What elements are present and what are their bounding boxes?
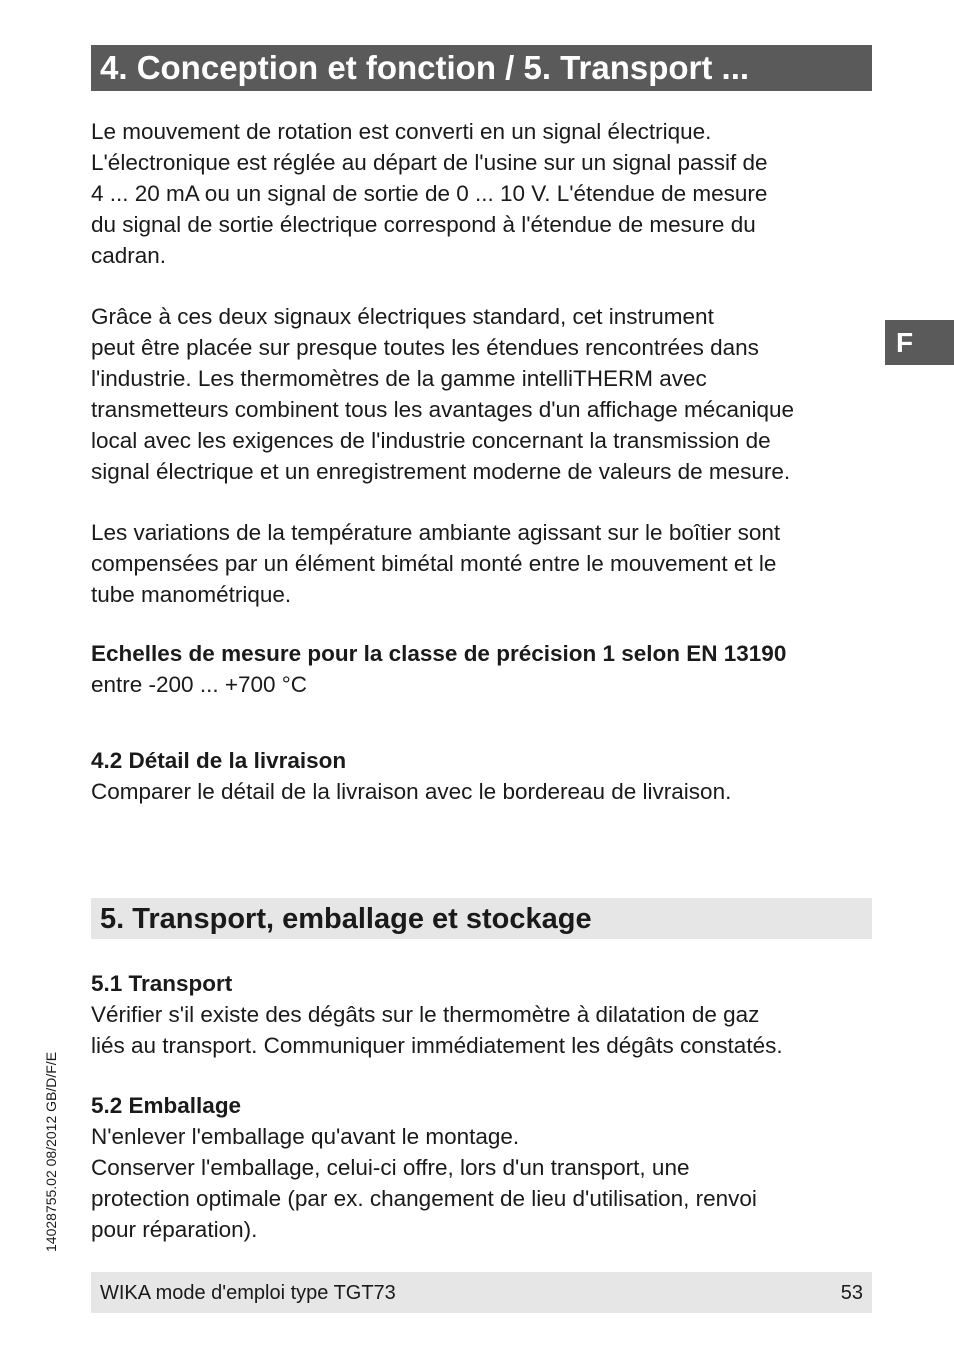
intro-paragraph-3 <box>91 517 881 610</box>
page-footer <box>91 1272 872 1313</box>
text-line: transmetteurs combinent tous les avantages d'un affichage mécanique <box>91 397 795 422</box>
text-line: L'électronique est réglée au départ de l'usine sur un signal passif de <box>91 150 768 175</box>
scales-heading: Echelles de mesure pour la classe de précision 1 selon EN 13190 <box>91 641 787 666</box>
scales-range: entre -200 ... +700 °C <box>91 672 308 697</box>
text-line: Le mouvement de rotation est converti en un signal électrique. <box>91 119 712 144</box>
text-line: signal électrique et un enregistrement moderne de valeurs de mesure. <box>91 459 791 484</box>
delivery-text: Comparer le détail de la livraison avec le bordereau de livraison. <box>91 779 732 804</box>
text-line: pour réparation). <box>91 1217 258 1242</box>
text-line: compensées par un élément bimétal monté entre le mouvement et le <box>91 551 777 576</box>
language-tab: F <box>885 320 954 365</box>
intro-paragraph-1 <box>91 116 881 271</box>
packaging-section <box>91 1090 881 1245</box>
text-line: N'enlever l'emballage qu'avant le montage. <box>91 1124 520 1149</box>
text-line: peut être placée sur presque toutes les étendues rencontrées dans <box>91 335 759 360</box>
section-5-title: 5. Transport, emballage et stockage <box>91 898 872 939</box>
text-line: Conserver l'emballage, celui-ci offre, lors d'un transport, une <box>91 1155 690 1180</box>
text-line: l'industrie. Les thermomètres de la gamme intelliTHERM avec <box>91 366 707 391</box>
page-title: 4. Conception et fonction / 5. Transport ... <box>91 45 872 91</box>
text-line: liés au transport. Communiquer immédiatement les dégâts constatés. <box>91 1033 783 1058</box>
text-line: Vérifier s'il existe des dégâts sur le thermomètre à dilatation de gaz <box>91 1002 760 1027</box>
text-line: Grâce à ces deux signaux électriques standard, cet instrument <box>91 304 714 329</box>
transport-section <box>91 968 881 1061</box>
measurement-scales <box>91 638 881 700</box>
delivery-heading: 4.2 Détail de la livraison <box>91 748 347 773</box>
page-number: 53 <box>840 1282 863 1304</box>
text-line: du signal de sortie électrique correspond à l'étendue de mesure du <box>91 212 756 237</box>
text-line: cadran. <box>91 243 167 268</box>
delivery-section <box>91 745 881 807</box>
text-line: local avec les exigences de l'industrie concernant la transmission de <box>91 428 771 453</box>
text-line: Les variations de la température ambiante agissant sur le boîtier sont <box>91 520 781 545</box>
document-code: 14028755.02 08/2012 GB/D/F/E <box>43 1051 59 1252</box>
intro-paragraph-2 <box>91 301 881 487</box>
text-line: 4 ... 20 mA ou un signal de sortie de 0 ... 10 V. L'étendue de mesure <box>91 181 768 206</box>
transport-heading: 5.1 Transport <box>91 971 233 996</box>
footer-doc-title: WIKA mode d'emploi type TGT73 <box>100 1282 396 1304</box>
text-line: tube manométrique. <box>91 582 292 607</box>
text-line: protection optimale (par ex. changement de lieu d'utilisation, renvoi <box>91 1186 757 1211</box>
packaging-heading: 5.2 Emballage <box>91 1093 242 1118</box>
